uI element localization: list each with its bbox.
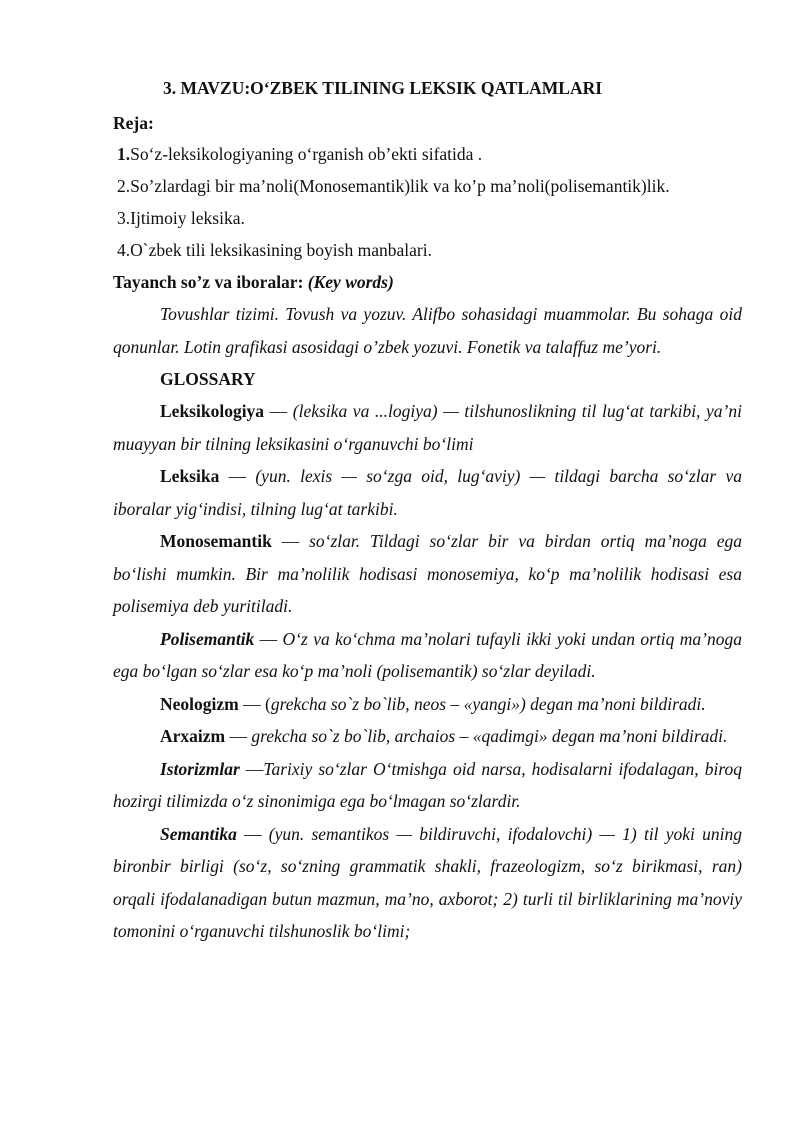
glossary-definition: (yun. lexis — so‘zga oid, lug‘aviy) — tildagi barcha so‘zlar va iboralar yig‘indisi, tilning lug‘at tarkibi. (113, 466, 742, 519)
glossary-dash: — (225, 726, 252, 746)
keywords-text (113, 298, 742, 363)
glossary-entry (113, 395, 742, 460)
glossary-entry (113, 623, 742, 688)
glossary-term: Monosemantik (160, 531, 272, 551)
glossary-dash: — (239, 758, 264, 779)
keywords-heading-sub: (Key words) (307, 272, 394, 292)
glossary-definition: (leksika va ...logiya) — tilshunoslikning til lug‘at tarkibi, ya’ni muayyan bir tilning leksikasini o‘rganuvchi bo‘limi (113, 401, 742, 454)
glossary-term: Arxaizm (160, 726, 226, 746)
glossary-definition: (yun. semantikos — bildiruvchi, ifodalovchi) — 1) til yoki uning bironbir birligi (so‘z, so‘zning grammatik shakli, frazeologizm, so‘z birikmasi, ran) orqali ifodalanadigan butun mazmun, ma’no, axborot; 2) turli til birliklarining ma’noviy tomonini o‘rganuvchi tilshunoslik bo‘limi; (113, 823, 742, 941)
glossary-entry (113, 525, 742, 623)
glossary-term: Leksikologiya (160, 401, 265, 421)
glossary-entry (113, 818, 742, 948)
glossary-dash: — (271, 531, 310, 551)
glossary-term: Istorizmlar (160, 758, 240, 779)
glossary-entry (113, 753, 742, 818)
plan-item-number: 4. (117, 240, 131, 260)
glossary-definition: grekcha so`z bo`lib, neos – «yangi») degan ma’noni bildiradi. (270, 693, 706, 714)
keywords-heading-label: Tayanch so’z va iboralar: (113, 272, 304, 292)
keywords-body: Tovushlar tizimi. Tovush va yozuv. Alifbo sohasidagi muammolar. Bu sohaga oid qonunlar. Lotin grafikasi asosidagi o’zbek yozuvi. Fonetik va talaffuz me’yori. (113, 304, 742, 357)
plan-item-text: Ijtimoiy leksika. (130, 208, 245, 228)
plan-item-text: So’zlardagi bir ma’noli(Monosemantik)lik va ko’p ma’noli(polisemantik)lik. (130, 176, 670, 196)
plan-item-number: 2. (117, 176, 131, 196)
glossary-dash: — ( (238, 693, 271, 714)
glossary-dash: — (264, 401, 293, 421)
glossary-heading: GLOSSARY (160, 369, 256, 389)
glossary-entry (113, 460, 742, 525)
plan-item-number: 1. (117, 144, 131, 164)
plan-item-text: So‘z-leksikologiyaning o‘rganish ob’ekti sifatida . (130, 144, 483, 164)
plan-item-3 (113, 202, 742, 234)
glossary-term: Polisemantik (160, 628, 255, 649)
glossary-definition: O‘z va ko‘chma ma’nolari tufayli ikki yoki undan ortiq ma’noga ega bo‘lgan so‘zlar esa ko‘p ma’noli (polisemantik) so‘zlar deyiladi. (113, 628, 742, 681)
glossary-definition: grekcha so`z bo`lib, archaios – «qadimgi» degan ma’noni bildiradi. (251, 726, 728, 746)
glossary-entry (113, 720, 742, 753)
glossary-definition: Tarixiy so‘zlar O‘tmishga oid narsa, hodisalarni ifodalagan, biroq hozirgi tilimizda o‘z sinonimiga ega bo‘lmagan so‘zlardir. (113, 758, 742, 811)
glossary-term: Semantika (160, 823, 237, 844)
plan-item-4 (113, 234, 742, 266)
plan-heading: Reja: (113, 113, 154, 133)
glossary-dash: — (254, 628, 283, 649)
plan-item-1 (113, 138, 742, 170)
glossary-dash: — (219, 466, 256, 486)
plan-item-text: O`zbek tili leksikasining boyish manbalari. (130, 240, 432, 260)
glossary-dash: — (236, 823, 269, 844)
glossary-entry (113, 688, 742, 721)
glossary-term: Neologizm (160, 693, 239, 714)
topic-title: 3. MAVZU:O‘ZBEK TILINING LEKSIK QATLAMLARI (163, 78, 603, 98)
keywords-heading (113, 266, 742, 298)
plan-item-number: 3. (117, 208, 131, 228)
glossary-term: Leksika (160, 466, 220, 486)
glossary-definition: so‘zlar. Tildagi so‘zlar bir va birdan ortiq ma’noga ega bo‘lishi mumkin. Bir ma’nolilik hodisasi monosemiya, ko‘p ma’nolilik hodisasi esa polisemiya deb yuritiladi. (113, 531, 743, 616)
plan-item-2 (113, 170, 742, 202)
